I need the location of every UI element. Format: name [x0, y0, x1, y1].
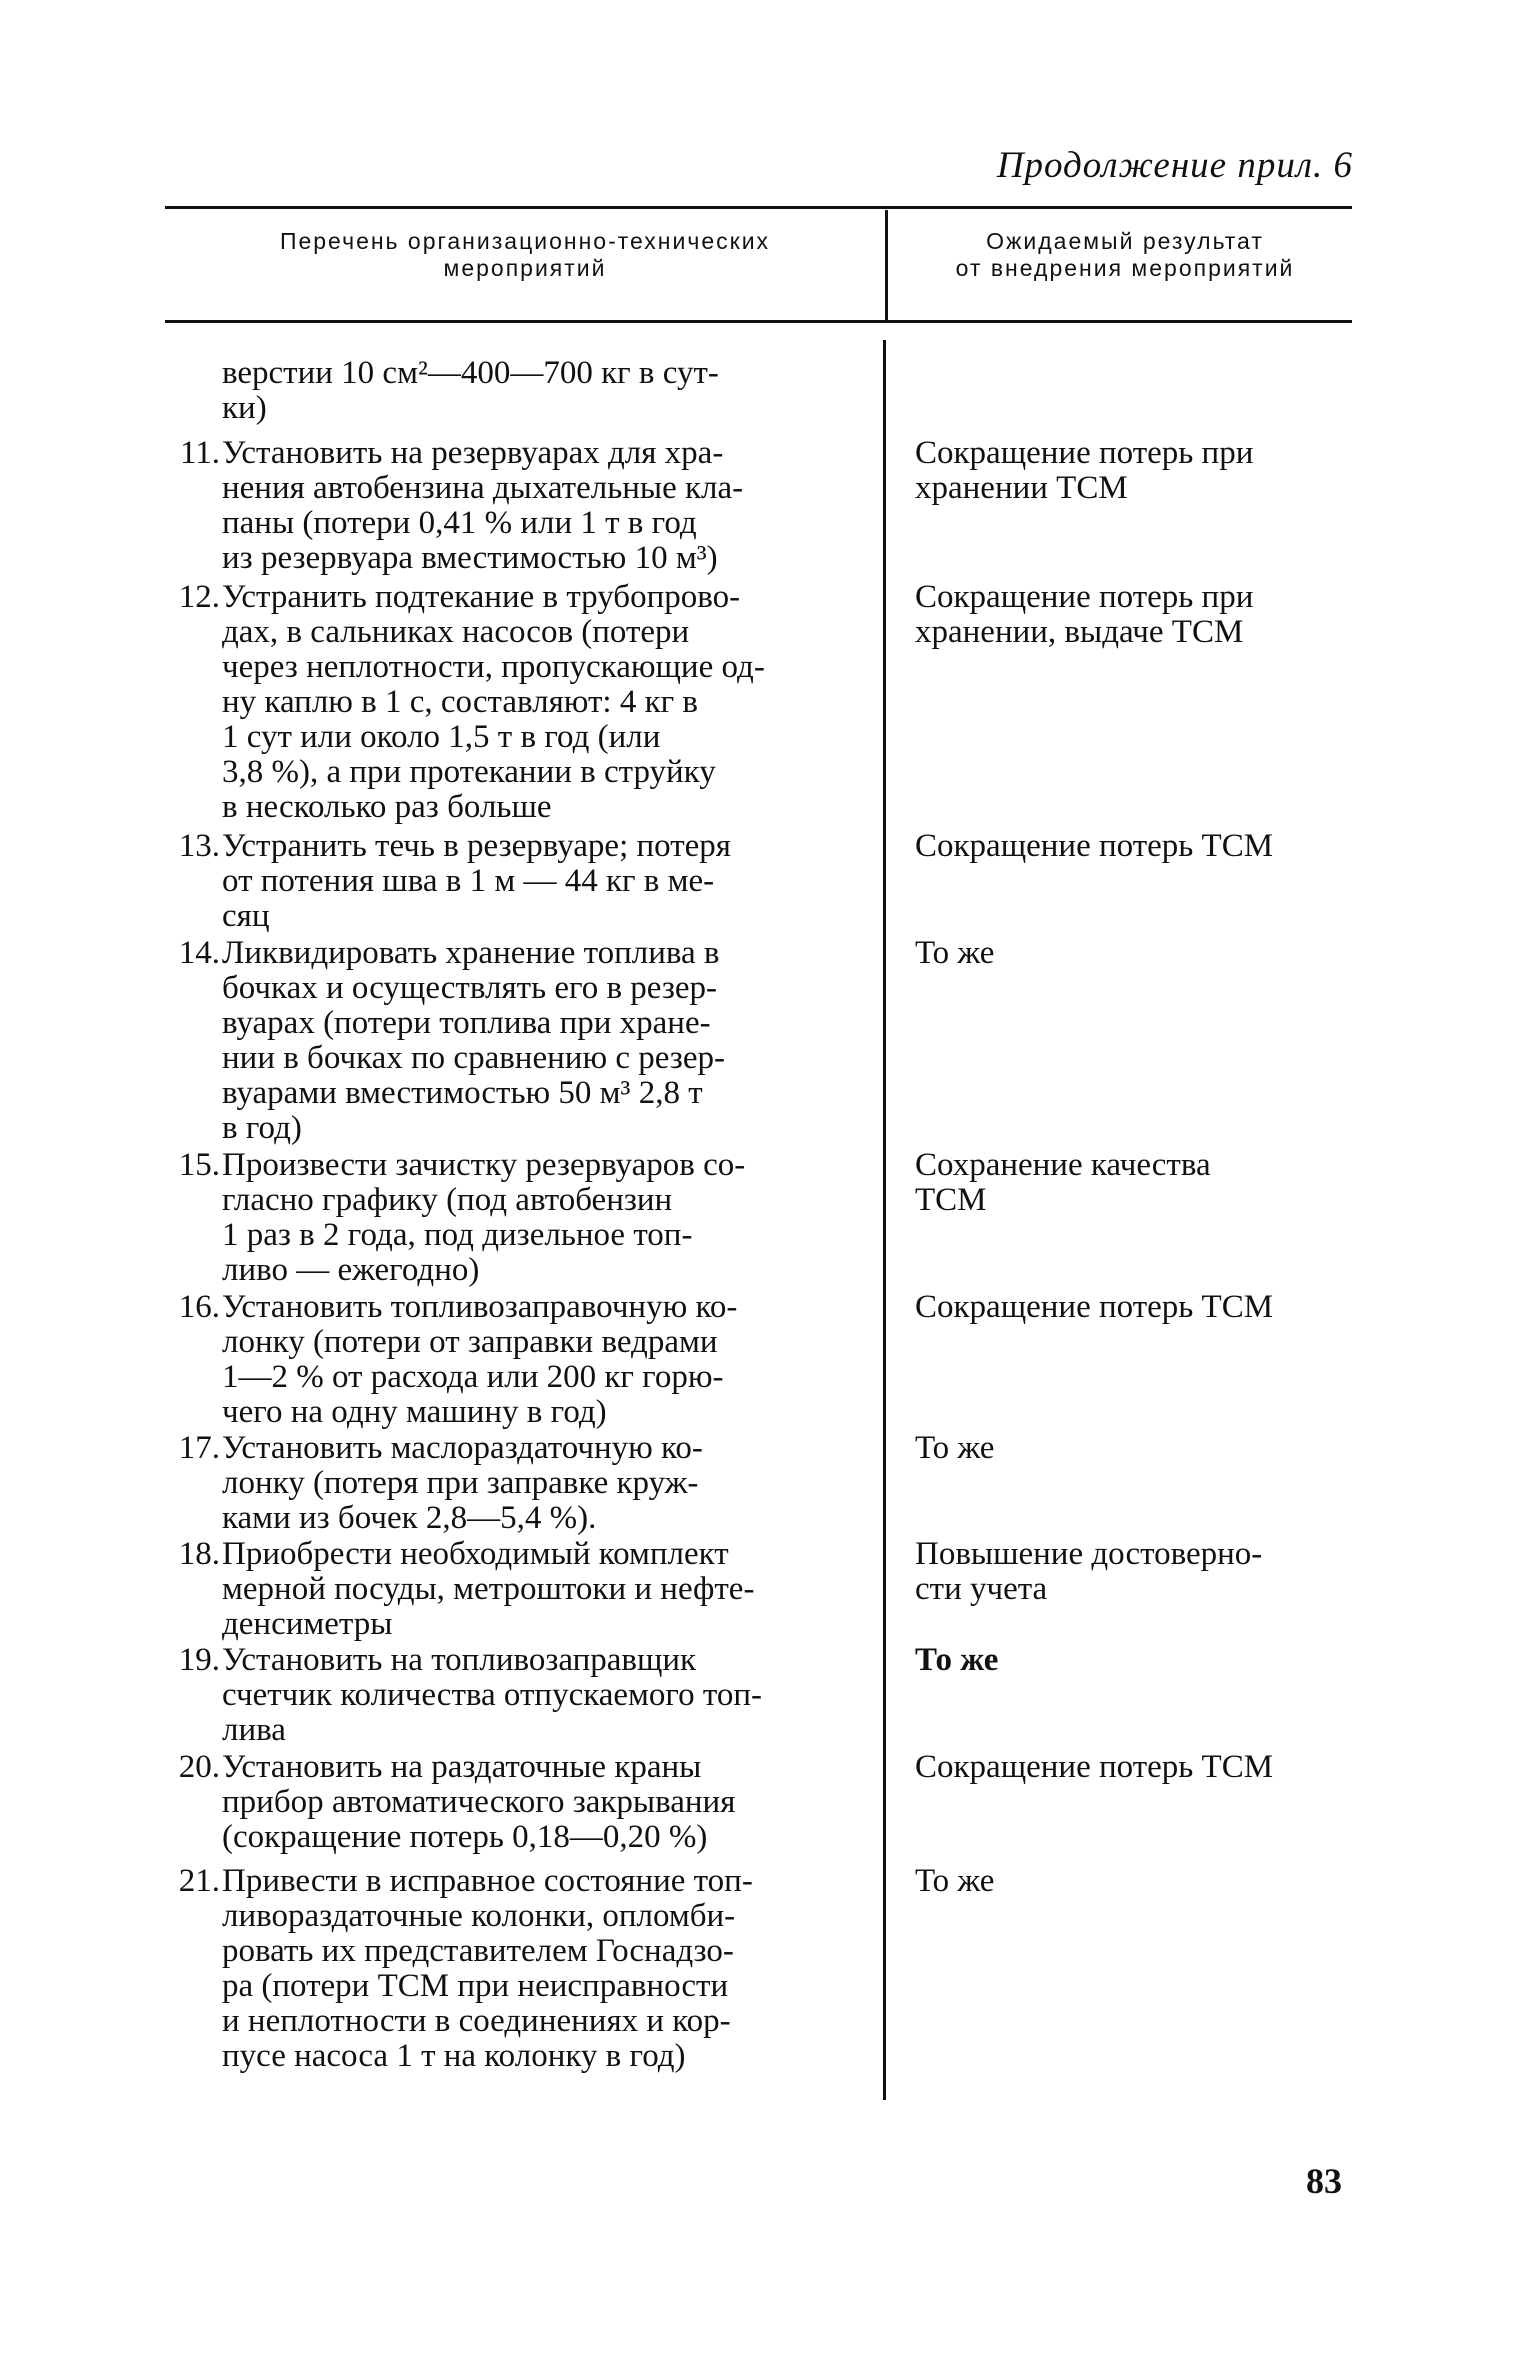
item-text: Установить маслораздаточную ко- лонку (потеря при заправке круж- ками из бочек 2,8—5,4 %). — [222, 1430, 703, 1536]
item-text: Установить на резервуарах для хра- нения автобензина дыхательные кла- паны (потери 0,41 % или 1 т в год из резервуара вместимостью 10 м³) — [222, 435, 744, 576]
item-number: 18. — [178, 1536, 220, 1572]
item-number: 16. — [178, 1289, 220, 1325]
item-number: 13. — [178, 828, 220, 864]
header-bottom-rule — [165, 320, 1352, 323]
body-column-divider — [883, 340, 886, 2100]
item-result: Сокращение потерь ТСМ — [915, 1749, 1274, 1785]
item-text: Произвести зачистку резервуаров со- гласно графику (под автобензин 1 раз в 2 года, под дизельное топ- ливо — ежегодно) — [222, 1147, 746, 1288]
item-result: Сокращение потерь ТСМ — [915, 1289, 1274, 1325]
item-number: 14. — [178, 935, 220, 971]
item-number: 12. — [178, 579, 220, 615]
item-result: Сохранение качества ТСМ — [915, 1147, 1211, 1218]
item-text: Установить на топливозаправщик счетчик количества отпускаемого топ- лива — [222, 1642, 763, 1748]
item-text: Установить на раздаточные краны прибор автоматического закрывания (сокращение потерь 0,18—0,20 %) — [222, 1749, 736, 1855]
page-number: 83 — [1306, 2161, 1342, 2201]
item-text: Ликвидировать хранение топлива в бочках и осуществлять его в резер- вуарах (потери топлива при хране- нии в бочках по сравнению с резер- вуарами вместимостью 50 м³ 2,8 т в год) — [222, 935, 725, 1146]
item-result: То же — [915, 935, 995, 971]
item-text: Установить топливозаправочную ко- лонку (потери от заправки ведрами 1—2 % от расхода или 200 кг горю- чего на одну машину в год) — [222, 1289, 738, 1430]
item-result: Сокращение потерь при хранении, выдаче ТСМ — [915, 579, 1254, 650]
item-text: Приобрести необходимый комплект мерной посуды, метроштоки и нефте- денсиметры — [222, 1536, 755, 1642]
header-expected-result: Ожидаемый результат от внедрения мероприятий — [955, 228, 1295, 281]
item-text: верстии 10 см²—400—700 кг в сут- ки) — [222, 355, 719, 426]
item-result: То же — [915, 1430, 995, 1466]
item-text: Привести в исправное состояние топ- ливораздаточные колонки, опломби- ровать их представителем Госнадзо- ра (потери ТСМ при неисправности и неплотности в соединениях и кор- пусе насоса 1 т на колонку в год) — [222, 1863, 753, 2074]
item-result: Повышение достоверно- сти учета — [915, 1536, 1263, 1607]
item-number: 17. — [178, 1430, 220, 1466]
item-number: 20. — [178, 1749, 220, 1785]
item-result: То же — [915, 1863, 995, 1899]
item-number: 15. — [178, 1147, 220, 1183]
item-result: То же — [915, 1642, 999, 1678]
continuation-label: Продолжение прил. 6 — [996, 145, 1353, 186]
item-number: 19. — [178, 1642, 220, 1678]
item-result: Сокращение потерь при хранении ТСМ — [915, 435, 1254, 506]
item-text: Устранить подтекание в трубопрово- дах, в сальниках насосов (потери через неплотности, пропускающие од- ну каплю в 1 с, составляют: 4 кг в 1 сут или около 1,5 т в год (или 3,8 %), а при протекании в струйку в несколько раз больше — [222, 579, 765, 825]
header-column-divider — [885, 210, 888, 320]
table-top-rule — [165, 206, 1352, 209]
item-text: Устранить течь в резервуаре; потеря от потения шва в 1 м — 44 кг в ме- сяц — [222, 828, 731, 934]
item-result: Сокращение потерь ТСМ — [915, 828, 1274, 864]
item-number: 11. — [179, 435, 220, 471]
item-number: 21. — [178, 1863, 220, 1899]
header-measures: Перечень организационно-технических мероприятий — [279, 228, 771, 281]
